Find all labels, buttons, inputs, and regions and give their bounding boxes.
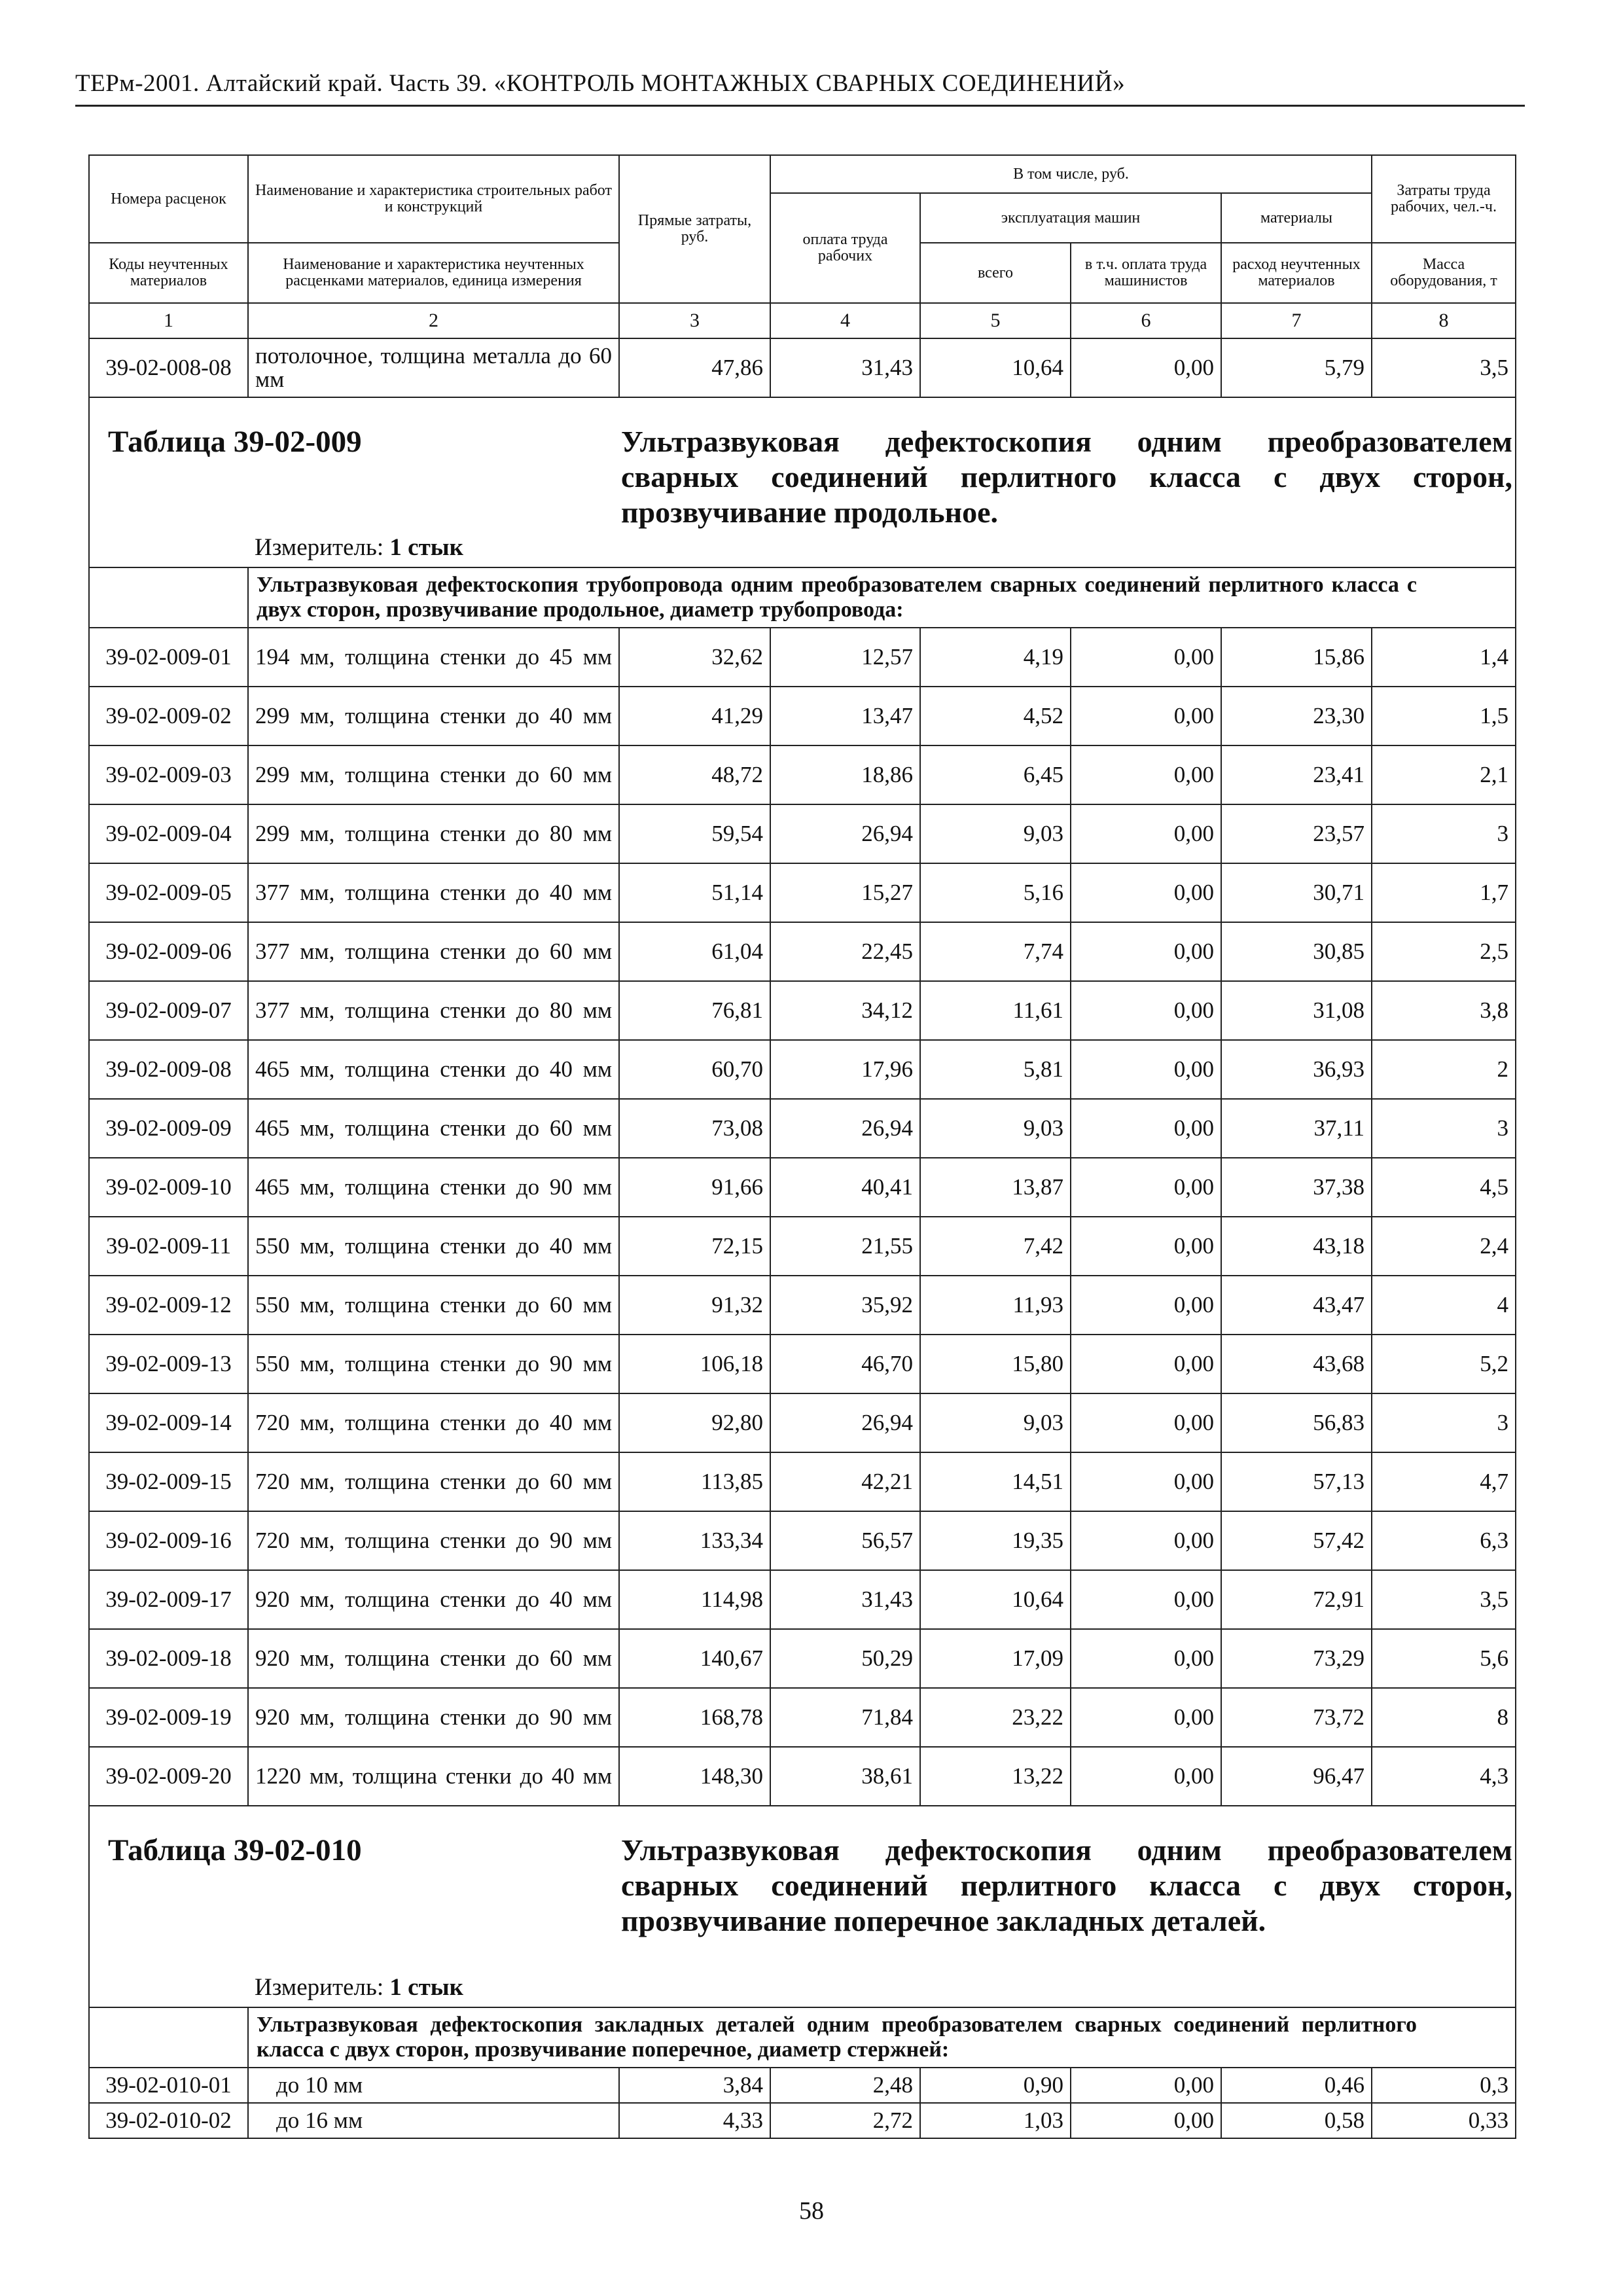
materials: 23,30 bbox=[1221, 687, 1372, 745]
labor-pay: 31,43 bbox=[770, 338, 920, 397]
machines-driver: 0,00 bbox=[1071, 745, 1221, 804]
direct-cost: 60,70 bbox=[619, 1040, 770, 1099]
table-009-meter bbox=[255, 533, 463, 562]
col-number: 3 bbox=[619, 303, 770, 338]
machines-total: 9,03 bbox=[920, 804, 1071, 863]
labor-pay: 40,41 bbox=[770, 1158, 920, 1217]
labor-pay: 26,94 bbox=[770, 1099, 920, 1158]
direct-cost: 148,30 bbox=[619, 1747, 770, 1806]
materials: 43,68 bbox=[1221, 1335, 1372, 1393]
rate-name: 720 мм, толщина стенки до 40 мм bbox=[248, 1393, 619, 1452]
rate-code: 39-02-009-13 bbox=[89, 1335, 248, 1393]
direct-cost: 168,78 bbox=[619, 1688, 770, 1747]
col-number: 5 bbox=[920, 303, 1071, 338]
labor-cost: 4,5 bbox=[1372, 1158, 1516, 1217]
machines-total: 0,90 bbox=[920, 2068, 1071, 2103]
materials: 57,13 bbox=[1221, 1452, 1372, 1511]
materials: 72,91 bbox=[1221, 1570, 1372, 1629]
labor-pay: 26,94 bbox=[770, 804, 920, 863]
materials: 57,42 bbox=[1221, 1511, 1372, 1570]
table-row bbox=[89, 745, 1516, 804]
running-header: ТЕРм-2001. Алтайский край. Часть 39. «КОНТРОЛЬ МОНТАЖНЫХ СВАРНЫХ СОЕДИНЕНИЙ» bbox=[75, 70, 1126, 97]
table-row bbox=[89, 1570, 1516, 1629]
labor-cost: 2,4 bbox=[1372, 1217, 1516, 1276]
col-header-materials: материалы bbox=[1221, 193, 1372, 243]
table-row bbox=[89, 1747, 1516, 1806]
table-009-heading bbox=[89, 397, 1516, 567]
machines-total: 13,22 bbox=[920, 1747, 1071, 1806]
rate-code: 39-02-009-11 bbox=[89, 1217, 248, 1276]
table-010-number: Таблица 39-02-010 bbox=[108, 1833, 362, 1867]
materials: 0,46 bbox=[1221, 2068, 1372, 2103]
materials: 43,47 bbox=[1221, 1276, 1372, 1335]
machines-driver: 0,00 bbox=[1071, 1040, 1221, 1099]
machines-driver: 0,00 bbox=[1071, 1688, 1221, 1747]
table-010-heading bbox=[89, 1806, 1516, 2007]
machines-driver: 0,00 bbox=[1071, 1276, 1221, 1335]
table-row bbox=[89, 1040, 1516, 1099]
rate-code: 39-02-009-07 bbox=[89, 981, 248, 1040]
col-number: 6 bbox=[1071, 303, 1221, 338]
direct-cost: 51,14 bbox=[619, 863, 770, 922]
rate-name: 377 мм, толщина стенки до 40 мм bbox=[248, 863, 619, 922]
machines-total: 11,93 bbox=[920, 1276, 1071, 1335]
labor-pay: 22,45 bbox=[770, 922, 920, 981]
machines-driver: 0,00 bbox=[1071, 687, 1221, 745]
machines-driver: 0,00 bbox=[1071, 1217, 1221, 1276]
direct-cost: 59,54 bbox=[619, 804, 770, 863]
machines-driver: 0,00 bbox=[1071, 922, 1221, 981]
labor-cost: 3,5 bbox=[1372, 338, 1516, 397]
table-row bbox=[89, 1276, 1516, 1335]
meter-value: 1 стык bbox=[389, 534, 463, 561]
machines-driver: 0,00 bbox=[1071, 338, 1221, 397]
rate-name: 1220 мм, толщина стенки до 40 мм bbox=[248, 1747, 619, 1806]
rate-name: 720 мм, толщина стенки до 90 мм bbox=[248, 1511, 619, 1570]
machines-total: 11,61 bbox=[920, 981, 1071, 1040]
table-row bbox=[89, 922, 1516, 981]
rate-name: 299 мм, толщина стенки до 60 мм bbox=[248, 745, 619, 804]
labor-pay: 46,70 bbox=[770, 1335, 920, 1393]
labor-cost: 3,8 bbox=[1372, 981, 1516, 1040]
machines-driver: 0,00 bbox=[1071, 1335, 1221, 1393]
direct-cost: 73,08 bbox=[619, 1099, 770, 1158]
machines-total: 23,22 bbox=[920, 1688, 1071, 1747]
table-row bbox=[89, 981, 1516, 1040]
direct-cost: 48,72 bbox=[619, 745, 770, 804]
direct-cost: 72,15 bbox=[619, 1217, 770, 1276]
col-header-code-bottom: Коды неучтенных материалов bbox=[89, 243, 248, 303]
machines-total: 13,87 bbox=[920, 1158, 1071, 1217]
labor-pay: 42,21 bbox=[770, 1452, 920, 1511]
direct-cost: 106,18 bbox=[619, 1335, 770, 1393]
col-header-machines-total: всего bbox=[920, 243, 1071, 303]
machines-driver: 0,00 bbox=[1071, 1511, 1221, 1570]
machines-driver: 0,00 bbox=[1071, 1629, 1221, 1688]
direct-cost: 3,84 bbox=[619, 2068, 770, 2103]
labor-cost: 4 bbox=[1372, 1276, 1516, 1335]
labor-cost: 3 bbox=[1372, 1393, 1516, 1452]
col-header-labor-pay: оплата труда рабочих bbox=[770, 193, 920, 303]
machines-driver: 0,00 bbox=[1071, 1570, 1221, 1629]
labor-cost: 6,3 bbox=[1372, 1511, 1516, 1570]
table-row bbox=[89, 1099, 1516, 1158]
machines-total: 4,52 bbox=[920, 687, 1071, 745]
col-header-labor-cost: Затраты труда рабочих, чел.-ч. bbox=[1372, 155, 1516, 243]
table-row bbox=[89, 628, 1516, 687]
rate-code: 39-02-009-18 bbox=[89, 1629, 248, 1688]
direct-cost: 91,32 bbox=[619, 1276, 770, 1335]
table-010-meter bbox=[255, 1973, 463, 2001]
rate-name: 377 мм, толщина стенки до 80 мм bbox=[248, 981, 619, 1040]
materials: 37,38 bbox=[1221, 1158, 1372, 1217]
direct-cost: 32,62 bbox=[619, 628, 770, 687]
rate-code: 39-02-010-02 bbox=[89, 2103, 248, 2138]
labor-cost: 3 bbox=[1372, 1099, 1516, 1158]
table-row bbox=[89, 1393, 1516, 1452]
labor-pay: 71,84 bbox=[770, 1688, 920, 1747]
rate-name: 720 мм, толщина стенки до 60 мм bbox=[248, 1452, 619, 1511]
labor-cost: 0,3 bbox=[1372, 2068, 1516, 2103]
machines-driver: 0,00 bbox=[1071, 1452, 1221, 1511]
rate-code: 39-02-009-15 bbox=[89, 1452, 248, 1511]
table-010-title: Ультразвуковая дефектоскопия одним преобразователем сварных соединений перлитного класса с двух сторон, прозвучивание поперечное закладных деталей. bbox=[621, 1833, 1512, 1937]
labor-pay: 26,94 bbox=[770, 1393, 920, 1452]
machines-driver: 0,00 bbox=[1071, 981, 1221, 1040]
labor-pay: 56,57 bbox=[770, 1511, 920, 1570]
rate-name: 299 мм, толщина стенки до 40 мм bbox=[248, 687, 619, 745]
labor-pay: 50,29 bbox=[770, 1629, 920, 1688]
table-row bbox=[89, 2068, 1516, 2103]
rate-code: 39-02-009-03 bbox=[89, 745, 248, 804]
labor-cost: 8 bbox=[1372, 1688, 1516, 1747]
header-rule bbox=[75, 105, 1525, 107]
rate-code: 39-02-009-05 bbox=[89, 863, 248, 922]
meter-label: Измеритель: bbox=[255, 1974, 384, 2001]
materials: 36,93 bbox=[1221, 1040, 1372, 1099]
table-row bbox=[89, 1335, 1516, 1393]
col-header-code: Номера расценок bbox=[89, 155, 248, 243]
labor-cost: 5,6 bbox=[1372, 1629, 1516, 1688]
machines-total: 1,03 bbox=[920, 2103, 1071, 2138]
rate-code: 39-02-009-06 bbox=[89, 922, 248, 981]
materials: 56,83 bbox=[1221, 1393, 1372, 1452]
rate-code: 39-02-009-16 bbox=[89, 1511, 248, 1570]
subheading-code-cell bbox=[89, 2007, 248, 2068]
rate-name: 194 мм, толщина стенки до 45 мм bbox=[248, 628, 619, 687]
col-header-machines: эксплуатация машин bbox=[920, 193, 1221, 243]
materials: 73,29 bbox=[1221, 1629, 1372, 1688]
machines-total: 5,16 bbox=[920, 863, 1071, 922]
machines-driver: 0,00 bbox=[1071, 1747, 1221, 1806]
labor-cost: 2 bbox=[1372, 1040, 1516, 1099]
machines-total: 9,03 bbox=[920, 1099, 1071, 1158]
meter-value: 1 стык bbox=[389, 1974, 463, 2001]
table-row bbox=[89, 1158, 1516, 1217]
labor-cost: 3,5 bbox=[1372, 1570, 1516, 1629]
materials: 5,79 bbox=[1221, 338, 1372, 397]
machines-driver: 0,00 bbox=[1071, 2103, 1221, 2138]
machines-total: 4,19 bbox=[920, 628, 1071, 687]
rate-code: 39-02-009-14 bbox=[89, 1393, 248, 1452]
materials: 96,47 bbox=[1221, 1747, 1372, 1806]
rate-code: 39-02-009-12 bbox=[89, 1276, 248, 1335]
machines-total: 7,74 bbox=[920, 922, 1071, 981]
rate-code: 39-02-009-02 bbox=[89, 687, 248, 745]
labor-pay: 17,96 bbox=[770, 1040, 920, 1099]
rate-name: 550 мм, толщина стенки до 90 мм bbox=[248, 1335, 619, 1393]
col-header-mass: Масса оборудования, т bbox=[1372, 243, 1516, 303]
materials: 37,11 bbox=[1221, 1099, 1372, 1158]
col-header-incl: В том числе, руб. bbox=[770, 155, 1372, 193]
direct-cost: 91,66 bbox=[619, 1158, 770, 1217]
materials: 73,72 bbox=[1221, 1688, 1372, 1747]
direct-cost: 133,34 bbox=[619, 1511, 770, 1570]
machines-total: 9,03 bbox=[920, 1393, 1071, 1452]
materials: 30,71 bbox=[1221, 863, 1372, 922]
machines-driver: 0,00 bbox=[1071, 628, 1221, 687]
machines-total: 17,09 bbox=[920, 1629, 1071, 1688]
direct-cost: 4,33 bbox=[619, 2103, 770, 2138]
rate-name: 465 мм, толщина стенки до 60 мм bbox=[248, 1099, 619, 1158]
col-number: 1 bbox=[89, 303, 248, 338]
labor-cost: 4,3 bbox=[1372, 1747, 1516, 1806]
direct-cost: 114,98 bbox=[619, 1570, 770, 1629]
table-row bbox=[89, 1511, 1516, 1570]
rate-name: 550 мм, толщина стенки до 60 мм bbox=[248, 1276, 619, 1335]
machines-driver: 0,00 bbox=[1071, 1393, 1221, 1452]
col-number: 7 bbox=[1221, 303, 1372, 338]
materials: 23,57 bbox=[1221, 804, 1372, 863]
rate-name: 465 мм, толщина стенки до 90 мм bbox=[248, 1158, 619, 1217]
labor-cost: 1,7 bbox=[1372, 863, 1516, 922]
labor-pay: 13,47 bbox=[770, 687, 920, 745]
rate-code: 39-02-009-09 bbox=[89, 1099, 248, 1158]
table-009-number: Таблица 39-02-009 bbox=[108, 425, 362, 459]
rate-name: до 16 мм bbox=[248, 2103, 619, 2138]
table-009-title-block bbox=[89, 397, 1516, 567]
table-010-subheading-row bbox=[89, 2007, 1516, 2068]
rate-name: до 10 мм bbox=[248, 2068, 619, 2103]
machines-total: 15,80 bbox=[920, 1335, 1071, 1393]
rate-code: 39-02-010-01 bbox=[89, 2068, 248, 2103]
table-009-subheading-row bbox=[89, 567, 1516, 628]
meter-label: Измеритель: bbox=[255, 534, 384, 561]
col-number: 2 bbox=[248, 303, 619, 338]
machines-driver: 0,00 bbox=[1071, 804, 1221, 863]
labor-pay: 18,86 bbox=[770, 745, 920, 804]
labor-pay: 2,72 bbox=[770, 2103, 920, 2138]
labor-pay: 38,61 bbox=[770, 1747, 920, 1806]
labor-pay: 12,57 bbox=[770, 628, 920, 687]
labor-cost: 2,1 bbox=[1372, 745, 1516, 804]
rate-code: 39-02-009-08 bbox=[89, 1040, 248, 1099]
materials: 23,41 bbox=[1221, 745, 1372, 804]
rates-table bbox=[88, 154, 1516, 2139]
materials: 15,86 bbox=[1221, 628, 1372, 687]
labor-pay: 34,12 bbox=[770, 981, 920, 1040]
table-row bbox=[89, 1452, 1516, 1511]
rate-code: 39-02-009-04 bbox=[89, 804, 248, 863]
col-header-name: Наименование и характеристика строительных работ и конструкций bbox=[248, 155, 619, 243]
col-header-name-bottom: Наименование и характеристика неучтенных расценками материалов, единица измерения bbox=[248, 243, 619, 303]
rate-name: 920 мм, толщина стенки до 60 мм bbox=[248, 1629, 619, 1688]
col-header-machines-driver: в т.ч. оплата труда машинистов bbox=[1071, 243, 1221, 303]
labor-cost: 0,33 bbox=[1372, 2103, 1516, 2138]
labor-cost: 5,2 bbox=[1372, 1335, 1516, 1393]
rate-name: 550 мм, толщина стенки до 40 мм bbox=[248, 1217, 619, 1276]
materials: 30,85 bbox=[1221, 922, 1372, 981]
labor-pay: 35,92 bbox=[770, 1276, 920, 1335]
rate-code: 39-02-009-19 bbox=[89, 1688, 248, 1747]
labor-pay: 15,27 bbox=[770, 863, 920, 922]
materials: 43,18 bbox=[1221, 1217, 1372, 1276]
machines-driver: 0,00 bbox=[1071, 1099, 1221, 1158]
machines-total: 10,64 bbox=[920, 1570, 1071, 1629]
table-010-subheading: Ультразвуковая дефектоскопия закладных деталей одним преобразователем сварных соединений перлитного класса с двух сторон, прозвучивание поперечное, диаметр стержней: bbox=[248, 2007, 1516, 2068]
labor-cost: 1,5 bbox=[1372, 687, 1516, 745]
machines-total: 5,81 bbox=[920, 1040, 1071, 1099]
machines-total: 10,64 bbox=[920, 338, 1071, 397]
materials: 31,08 bbox=[1221, 981, 1372, 1040]
direct-cost: 76,81 bbox=[619, 981, 770, 1040]
table-row bbox=[89, 2103, 1516, 2138]
rate-code: 39-02-009-17 bbox=[89, 1570, 248, 1629]
labor-cost: 2,5 bbox=[1372, 922, 1516, 981]
rates-table-body bbox=[89, 155, 1516, 2138]
table-010-title-block bbox=[89, 1806, 1516, 2007]
labor-pay: 31,43 bbox=[770, 1570, 920, 1629]
labor-cost: 4,7 bbox=[1372, 1452, 1516, 1511]
direct-cost: 140,67 bbox=[619, 1629, 770, 1688]
col-header-materials-sub: расход неучтенных материалов bbox=[1221, 243, 1372, 303]
rate-name: 920 мм, толщина стенки до 40 мм bbox=[248, 1570, 619, 1629]
table-row bbox=[89, 1629, 1516, 1688]
col-number: 4 bbox=[770, 303, 920, 338]
page-number: 58 bbox=[799, 2197, 824, 2225]
table-009-title: Ультразвуковая дефектоскопия одним преобразователем сварных соединений перлитного класса с двух сторон, прозвучивание продольное. bbox=[621, 425, 1512, 529]
rate-code: 39-02-009-01 bbox=[89, 628, 248, 687]
machines-driver: 0,00 bbox=[1071, 863, 1221, 922]
rate-name: 465 мм, толщина стенки до 40 мм bbox=[248, 1040, 619, 1099]
machines-total: 6,45 bbox=[920, 745, 1071, 804]
labor-cost: 1,4 bbox=[1372, 628, 1516, 687]
col-number: 8 bbox=[1372, 303, 1516, 338]
rate-name: 299 мм, толщина стенки до 80 мм bbox=[248, 804, 619, 863]
table-009-subheading: Ультразвуковая дефектоскопия трубопровода одним преобразователем сварных соединений перлитного класса с двух сторон, прозвучивание продольное, диаметр трубопровода: bbox=[248, 567, 1516, 628]
labor-pay: 21,55 bbox=[770, 1217, 920, 1276]
table-row bbox=[89, 687, 1516, 745]
machines-driver: 0,00 bbox=[1071, 2068, 1221, 2103]
machines-total: 14,51 bbox=[920, 1452, 1071, 1511]
table-row bbox=[89, 1217, 1516, 1276]
machines-total: 7,42 bbox=[920, 1217, 1071, 1276]
table-row bbox=[89, 804, 1516, 863]
direct-cost: 47,86 bbox=[619, 338, 770, 397]
table-row bbox=[89, 338, 1516, 397]
table-row bbox=[89, 1688, 1516, 1747]
machines-total: 19,35 bbox=[920, 1511, 1071, 1570]
labor-cost: 3 bbox=[1372, 804, 1516, 863]
labor-pay: 2,48 bbox=[770, 2068, 920, 2103]
table-row bbox=[89, 863, 1516, 922]
rate-code: 39-02-009-10 bbox=[89, 1158, 248, 1217]
materials: 0,58 bbox=[1221, 2103, 1372, 2138]
rate-code: 39-02-009-20 bbox=[89, 1747, 248, 1806]
rate-name: 920 мм, толщина стенки до 90 мм bbox=[248, 1688, 619, 1747]
rate-name: 377 мм, толщина стенки до 60 мм bbox=[248, 922, 619, 981]
direct-cost: 61,04 bbox=[619, 922, 770, 981]
machines-driver: 0,00 bbox=[1071, 1158, 1221, 1217]
rate-name: потолочное, толщина металла до 60 мм bbox=[248, 338, 619, 397]
direct-cost: 41,29 bbox=[619, 687, 770, 745]
direct-cost: 113,85 bbox=[619, 1452, 770, 1511]
subheading-code-cell bbox=[89, 567, 248, 628]
col-header-direct: Прямые затраты, руб. bbox=[619, 155, 770, 303]
rate-code: 39-02-008-08 bbox=[89, 338, 248, 397]
direct-cost: 92,80 bbox=[619, 1393, 770, 1452]
